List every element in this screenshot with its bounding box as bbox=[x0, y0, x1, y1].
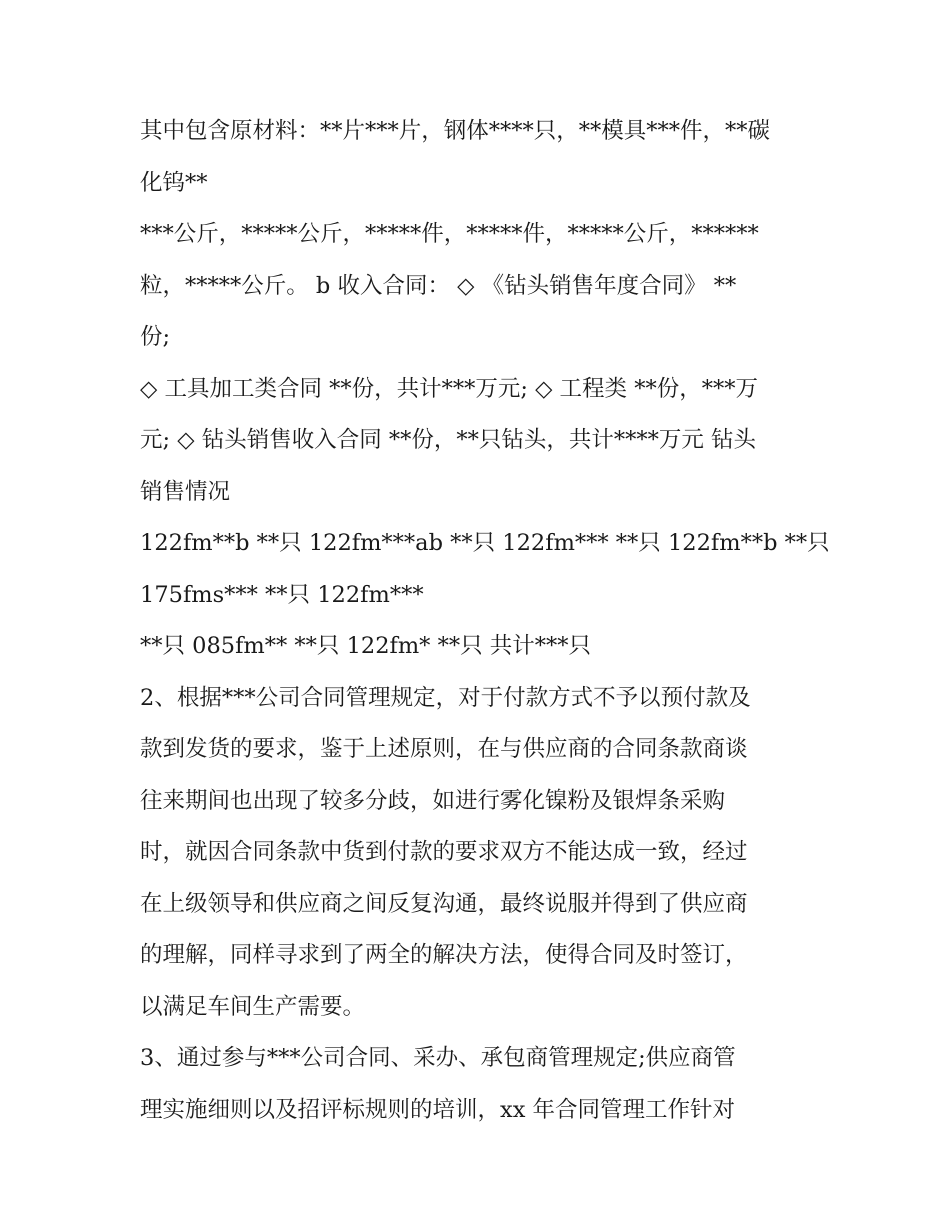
text-line: 在上级领导和供应商之间反复沟通，最终说服并得到了供应商 bbox=[140, 890, 748, 917]
text-line: ***公斤，*****公斤，*****件，*****件，*****公斤，****** bbox=[140, 221, 759, 247]
text-line: 的理解，同样寻求到了两全的解决方法，使得合同及时签订， bbox=[140, 942, 748, 968]
document-body bbox=[140, 106, 830, 1136]
text-line: 理实施细则以及招评标规则的培训，xx 年合同管理工作针对 bbox=[140, 1096, 736, 1123]
text-line: 往来期间也出现了较多分歧，如进行雾化镍粉及银焊条采购 bbox=[140, 787, 726, 814]
text-line: 以满足车间生产需要。 bbox=[140, 993, 366, 1020]
text-line: 其中包含原材料：**片***片，钢体****只，**模具***件，**碳 bbox=[140, 118, 771, 144]
text-line: 时，就因合同条款中货到付款的要求双方不能达成一致，经过 bbox=[140, 839, 748, 865]
text-line: 粒，*****公斤。 b 收入合同： ◇ 《钻头销售年度合同》 ** bbox=[140, 272, 737, 299]
text-line: 122fm**b **只 122fm***ab **只 122fm*** **只 122fm**b **只 bbox=[140, 530, 830, 556]
text-line: ◇ 工具加工类合同 **份，共计***万元; ◇ 工程类 **份，***万 bbox=[140, 375, 758, 402]
text-line: 3、通过参与***公司合同、采办、承包商管理规定;供应商管 bbox=[140, 1045, 736, 1071]
text-line: 款到发货的要求，鉴于上述原则，在与供应商的合同条款商谈 bbox=[140, 736, 748, 762]
text-line: 销售情况 bbox=[140, 478, 231, 505]
text-line: **只 085fm** **只 122fm* **只 共计***只 bbox=[140, 633, 591, 659]
text-line: 175fms*** **只 122fm*** bbox=[140, 581, 424, 608]
text-line: 元; ◇ 钻头销售收入合同 **份，**只钻头，共计****万元 钻头 bbox=[140, 427, 756, 453]
text-line: 2、根据***公司合同管理规定，对于付款方式不予以预付款及 bbox=[140, 684, 751, 711]
text-line: 份; bbox=[140, 324, 171, 350]
text-line: 化钨** bbox=[140, 169, 208, 196]
